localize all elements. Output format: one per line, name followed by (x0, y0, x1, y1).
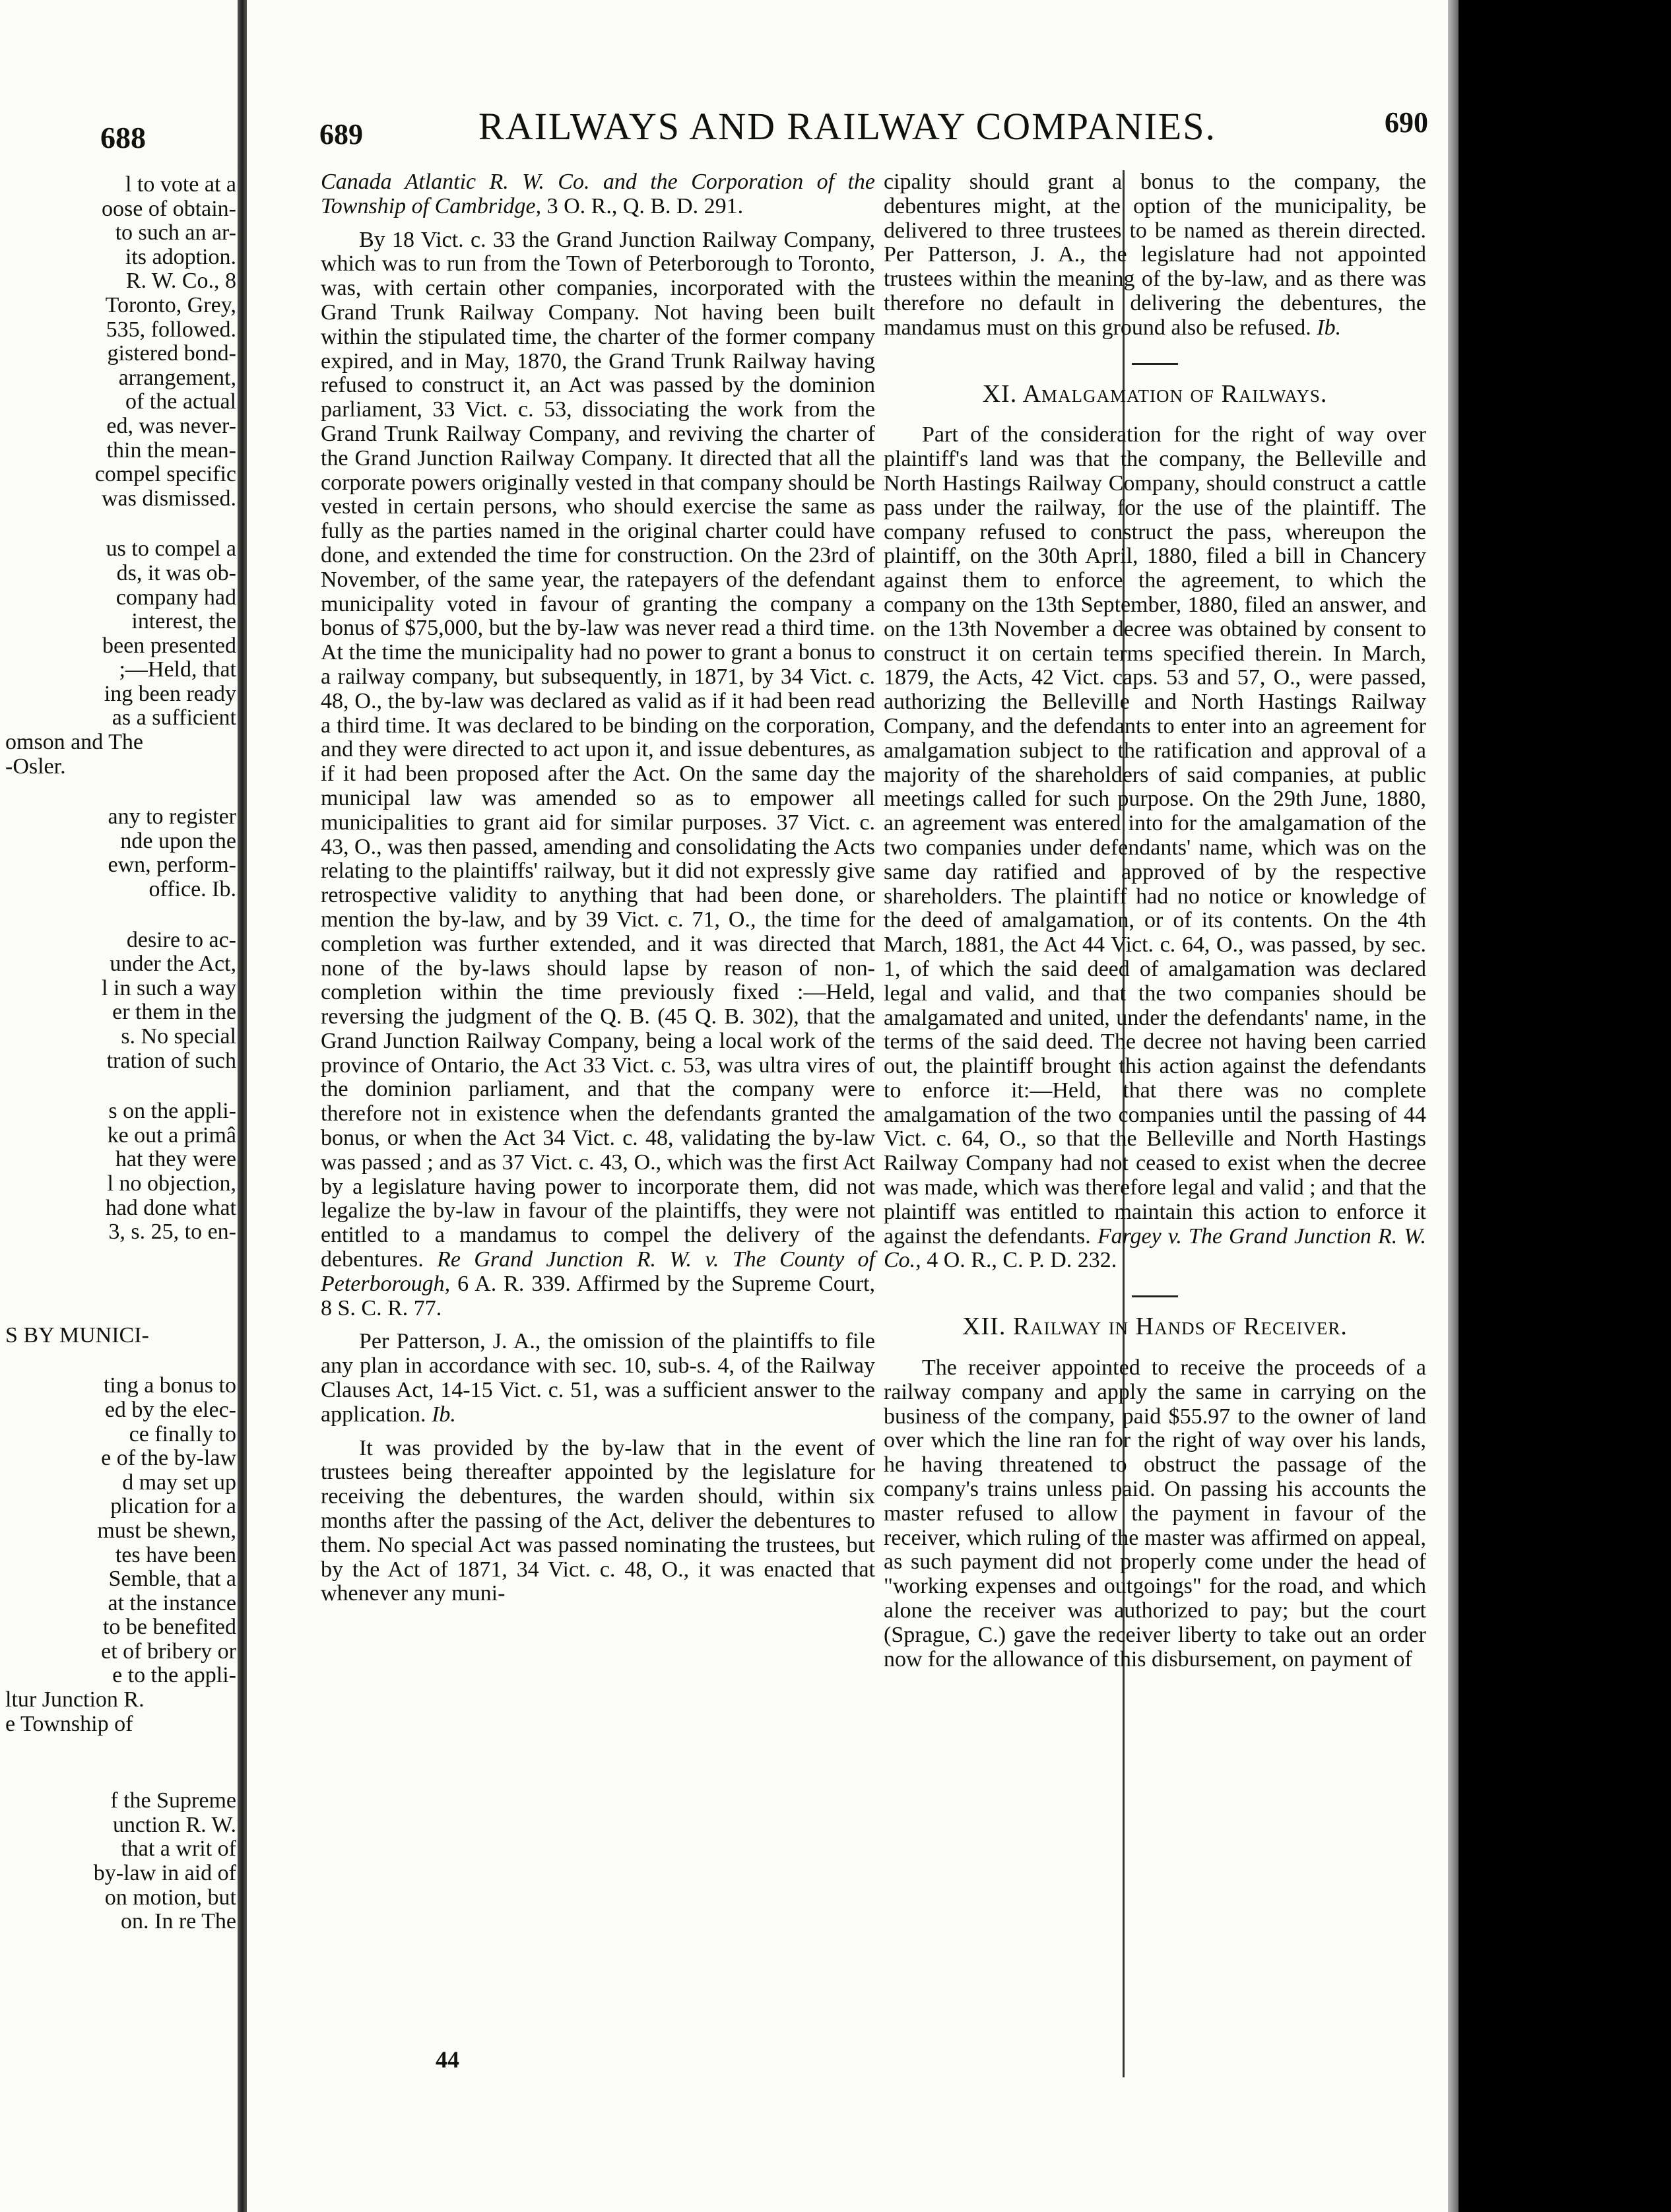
left-page-line: 3, s. 25, to en- (108, 1220, 236, 1245)
left-page-line (5, 1245, 236, 1271)
paragraph-text: By 18 Vict. c. 33 the Grand Junction Railway Company, which was to run from the Town of Peterborough to Toronto, was, with certain other companies, incorporated with the Grand Trunk Railway Company. Not having been built within the stipulated time, the charter of the former company expired, and in May, 1870, the Grand Trunk Railway having refused to construct it, an Act was passed by the dominion parliament, 33 Vict. c. 53, dissociating the work from the Grand Trunk Railway Company, and reviving the charter of the Grand Junction Railway Company. It directed that all the corporate powers originally vested in that company should be vested in certain persons, who should exercise the same as fully as the parties named in the original charter could have done, and extended the time for construction. On the 23rd of November, of the same year, the ratepayers of the defendant municipality voted in favour of granting the company a bonus of $75,000, but the by-law was never read a third time. At the time the municipality had no power to grant a bonus to a railway company, but subsequently, in 1871, by 34 Vict. c. 48, O., the by-law was declared as valid as if it had been read a third time. It was declared to be binding on the corporation, and they were directed to act upon it, and issue debentures, as if it had been proposed after the Act. On the same day the municipal law was amended so as to empower all municipalities to grant aid for similar purposes. 37 Vict. c. 43, O., was then passed, amending and consolidating the Acts relating to the plaintiffs' railway, but it did not expressly give retrospective validity to anything that had been done, or mention the by-law, and by 39 Vict. c. 71, O., the time for completion was further extended, and it was directed that none of the by-laws should lapse by reason of non-completion within the time previously fixed :—Held, reversing the judgment of the Q. B. (45 Q. B. 302), that the Grand Junction Railway Company, being a local work of the province of Ontario, the Act 33 Vict. c. 53, was ultra vires of the dominion parliament, and that the company were therefore not in existence when the defendants granted the bonus, or when the Act 34 Vict. c. 48, validating the by-law was passed ; and as 37 Vict. c. 43, O., which was the first Act by a legislature having power to incorporate them, did not legalize the by-law in favour of the plaintiffs, they were not entitled to a mandamus to compel the delivery of the debentures. (321, 227, 875, 1272)
left-page-line: gistered bond- (107, 342, 236, 366)
paragraph (884, 1356, 1426, 1672)
left-page-line: interest, the (131, 610, 236, 634)
left-page-line: plication for a (110, 1495, 236, 1519)
left-page-line: been presented (102, 634, 236, 658)
left-page-line (5, 1271, 236, 1297)
running-header (319, 104, 1428, 150)
left-page-line: nde upon the (120, 829, 236, 853)
left-page-line: er them in the (112, 1000, 236, 1025)
case-citation: Re Grand Junction R. W. v. The County of Peterborough, (321, 1247, 875, 1296)
left-page-line (5, 779, 236, 805)
left-page-line: ltur Junction R. (5, 1688, 145, 1712)
left-page-line: ed by the elec- (104, 1398, 236, 1422)
left-page-line: f the Supreme (110, 1789, 236, 1813)
left-page-line: Semble, that a (108, 1567, 236, 1592)
citation-ref: 4 O. R., C. P. D. 232. (921, 1248, 1117, 1273)
left-page-line: R. W. Co., 8 (125, 269, 236, 294)
citation-ref: 3 O. R., Q. B. D. 291. (541, 193, 744, 218)
left-page-line: as a sufficient (112, 706, 236, 731)
left-page-line: unction R. W. (112, 1813, 236, 1837)
ibid-ref: Ib. (432, 1402, 456, 1427)
left-page-line: ed, was never- (106, 414, 236, 438)
left-page-line: oose of obtain- (102, 197, 236, 221)
left-page-line: -Osler. (5, 754, 66, 779)
header-title: RAILWAYS AND RAILWAY COMPANIES. (478, 105, 1216, 148)
citation-ref: 6 A. R. 339. Affirmed by the Supreme Court, 8 S. C. R. 77. (321, 1271, 875, 1320)
left-page-line: arrangement, (118, 366, 236, 390)
left-page-line: at the instance (108, 1591, 236, 1615)
left-page-line: under the Act, (110, 952, 236, 977)
signature-mark: 44 (436, 2046, 459, 2073)
left-page-line: company had (115, 585, 236, 610)
left-page-line: et of bribery or (101, 1639, 236, 1664)
left-page-text (5, 173, 236, 1934)
paragraph-text: The receiver appointed to receive the proceeds of a railway company and apply the same in carrying on the business of the company, paid $55.97 to the owner of land over which the line ran for the right of way over his lands, he having threatened to obstruct the passage of the company's trains unless paid. On passing his accounts the master refused to allow the payment in favour of the receiver, which ruling of the master was affirmed on appeal, as such payment did not properly come under the head of "working expenses and outgoings" for the road, and which alone the receiver was authorized to pay; but the court (Sprague, C.) gave the receiver liberty to take out an order now for the allowance of this disbursement, on payment of (884, 1355, 1426, 1672)
column-right (884, 170, 1426, 1681)
left-page-line: desire to ac- (126, 928, 236, 952)
paragraph-text: Per Patterson, J. A., the omission of the plaintiffs to file any plan in accordance with sec. 10, sub-s. 4, of the Railway Clauses Act, 14-15 Vict. c. 51, was a sufficient answer to the application. (321, 1329, 875, 1427)
section-rule (1132, 1295, 1178, 1297)
left-page (0, 0, 238, 2212)
left-page-line: omson and The (5, 731, 144, 755)
column-left (321, 170, 875, 1615)
left-page-line: ce finally to (129, 1422, 236, 1447)
left-page-line: thin the mean- (106, 438, 236, 463)
left-page-line (5, 511, 236, 537)
left-page-line (5, 902, 236, 928)
left-page-line: ting a bonus to (103, 1374, 236, 1398)
header-left-number: 689 (319, 118, 363, 150)
paragraph (321, 1437, 875, 1607)
left-page-line: by-law in aid of (93, 1862, 236, 1886)
paragraph-text: cipality should grant a bonus to the company, the debentures might, at the option of the municipality, be delivered to three trustees to be named as therein directed. Per Patterson, J. A., the legislature had not appointed trustees within the meaning of the by-law, and as there was therefore no default in delivering the debentures, the mandamus must on this ground also be refused. (884, 170, 1426, 340)
left-page-line: any to register (108, 805, 236, 830)
left-page-line: was dismissed. (102, 486, 236, 511)
left-page-line: d may set up (122, 1470, 236, 1495)
paragraph (321, 170, 875, 219)
left-page-line: to such an ar- (115, 221, 236, 245)
left-page-line (5, 1073, 236, 1099)
case-citation: Fargey v. The Grand Junction R. W. Co., (884, 1223, 1426, 1273)
header-right-number: 690 (1385, 106, 1428, 139)
left-page-line: tration of such (106, 1049, 236, 1073)
paragraph-text: Part of the consideration for the right of way over plaintiff's land was that the company, the Belleville and North Hastings Railway Company, should construct a cattle pass under the railway, for the use of the plaintiff. The company refused to construct the pass, whereupon the plaintiff, on the 30th April, 1880, filed a bill in Chancery against them to enforce the agreement, to which the company on the 13th September, 1880, filed an answer, and on the 13th November a decree was obtained by consent to construct it on certain terms specified therein. In March, 1879, the Acts, 42 Vict. caps. 53 and 57, O., were passed, authorizing the Belleville and North Hastings Railway Company, and the defendants to enter into an agreement for amalgamation subject to the ratification and approval of a majority of the shareholders of said companies, at public meetings called for such purpose. On the 29th June, 1880, an agreement was entered into for the amalgamation of the two companies under defendants' name, which was on the same day ratified and approved of by the respective shareholders. The plaintiff had no notice or knowledge of the deed of amalgamation, or of its contents. On the 4th March, 1881, the Act 44 Vict. c. 64, O., was passed, by sec. 1, of which the said deed of amalgamation was declared legal and valid, and that the two companies should be amalgamated and united, under the defendants' name, in the terms of the said deed. The decree not having been carried out, the plaintiff brought this action against the defendants to enforce it:—Held, that there was no complete amalgamation of the two companies until the passing of 44 Vict. c. 64, O., so that the Belleville and North Hastings Railway Company had not ceased to exist when the decree was made, which was therefore legal and valid ; and that the plaintiff was entitled to maintain this action to enforce it against the defendants. (884, 422, 1426, 1249)
left-page-line: ke out a primâ (107, 1123, 236, 1148)
book-spine (238, 0, 247, 2212)
left-page-line: ing been ready (104, 682, 236, 706)
left-page-line: l in such a way (102, 976, 236, 1000)
left-page-line: l to vote at a (125, 173, 236, 197)
left-page-line: s on the appli- (108, 1099, 236, 1124)
left-page-line (5, 1763, 236, 1789)
case-citation: Canada Atlantic R. W. Co. and the Corporation of the Township of Cambridge, (321, 170, 875, 218)
left-page-line: of the actual (125, 390, 236, 414)
section-rule (1132, 363, 1178, 365)
section-heading-receiver: XII. Railway in Hands of Receiver. (962, 1313, 1348, 1341)
page-edge (1448, 0, 1458, 2212)
left-page-line: on. In re The (121, 1910, 236, 1934)
left-page-line: ds, it was ob- (116, 561, 236, 585)
left-page-line: hat they were (115, 1148, 236, 1172)
left-page-line: must be shewn, (97, 1518, 236, 1543)
left-page-line (5, 1348, 236, 1374)
left-page-line (5, 1736, 236, 1763)
paragraph (884, 423, 1426, 1273)
left-page-line: to be benefited (102, 1615, 236, 1640)
paragraph (884, 170, 1426, 341)
right-page (247, 0, 1448, 2212)
paragraph (321, 228, 875, 1321)
left-page-line: us to compel a (106, 537, 236, 562)
left-page-line: 535, followed. (106, 317, 236, 342)
left-page-line: had done what (105, 1196, 236, 1220)
left-page-line: tes have been (115, 1543, 236, 1567)
left-page-number: 688 (100, 121, 146, 154)
left-page-line: office. Ib. (148, 878, 236, 902)
left-page-line: that a writ of (121, 1837, 236, 1862)
left-page-line: compel specific (94, 463, 236, 487)
left-page-line: S BY MUNICI- (5, 1323, 149, 1348)
left-page-line: on motion, but (104, 1885, 236, 1910)
left-page-line: e Township of (5, 1712, 133, 1736)
left-page-line: its adoption. (125, 245, 236, 269)
section-heading-amalgamation: XI. Amalgamation of Railways. (982, 379, 1328, 408)
left-page-line: ewn, perform- (108, 853, 236, 878)
left-page-line: e to the appli- (112, 1664, 236, 1688)
paragraph (321, 1330, 875, 1427)
left-page-line (5, 1297, 236, 1324)
ibid-ref: Ib. (1317, 315, 1342, 340)
left-page-line: l no objection, (107, 1171, 236, 1196)
left-page-line: Toronto, Grey, (105, 293, 236, 317)
paragraph-text: It was provided by the by-law that in the event of trustees being thereafter appointed by the legislature for receiving the debentures, the warden should, within six months after the passing of the Act, deliver the debentures to them. No special Act was passed nominating the trustees, but by the Act of 1871, 34 Vict. c. 48, O., it was enacted that whenever any muni- (321, 1435, 875, 1606)
left-page-line: s. No special (121, 1025, 236, 1049)
left-page-line: ;—Held, that (119, 658, 236, 682)
left-page-line: e of the by-law (101, 1447, 236, 1471)
